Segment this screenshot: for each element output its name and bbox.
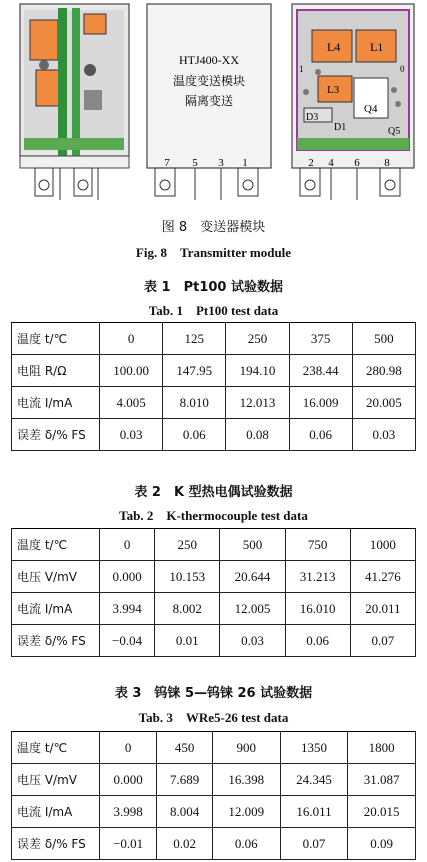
table3-caption-en: Tab. 3 WRe5-26 test data [138, 710, 289, 725]
board-label-l3: L3 [327, 84, 340, 96]
table-cell: 24.345 [280, 764, 348, 796]
table-cell: 12.005 [220, 593, 285, 625]
table-row [12, 387, 416, 419]
table-cell: 1350 [280, 732, 348, 764]
row-header: 电阻 R/Ω [12, 355, 100, 387]
table-cell: 7.689 [157, 764, 213, 796]
table-cell: 8.010 [163, 387, 226, 419]
table-wre5-26 [11, 731, 416, 860]
board-label-d3: D3 [306, 112, 319, 123]
table-cell: 147.95 [163, 355, 226, 387]
table-row [12, 529, 416, 561]
row-header: 电压 V/mV [12, 764, 100, 796]
pin-label: 2 [308, 157, 314, 169]
pin-label: 3 [218, 157, 224, 169]
table-row [12, 561, 416, 593]
table-row [12, 796, 416, 828]
table-row [12, 593, 416, 625]
table-cell: 0 [100, 529, 155, 561]
table-cell: 10.153 [155, 561, 220, 593]
table-cell: 750 [285, 529, 350, 561]
board-label-q4: Q4 [364, 103, 378, 115]
board-label-1: 1 [299, 64, 304, 74]
table-cell: 0 [100, 732, 157, 764]
table-cell: 20.015 [348, 796, 416, 828]
table-row [12, 625, 416, 657]
table-cell: 31.213 [285, 561, 350, 593]
row-header: 电压 V/mV [12, 561, 100, 593]
table-cell: 31.087 [348, 764, 416, 796]
table-cell: 8.002 [155, 593, 220, 625]
table-cell: 0.08 [226, 419, 289, 451]
pin-label: 6 [354, 157, 360, 169]
table-cell: 0.02 [157, 828, 213, 860]
table-row [12, 764, 416, 796]
table-row [12, 828, 416, 860]
table-k-thermocouple [11, 528, 416, 657]
table-cell: 16.010 [285, 593, 350, 625]
table-cell: 0.03 [100, 419, 163, 451]
table-cell: 900 [212, 732, 280, 764]
row-header: 温度 t/℃ [12, 529, 100, 561]
pin-label: 1 [242, 157, 248, 169]
board-label-l4: L4 [327, 40, 341, 54]
table1-caption-cn: 表 1 Pt100 试验数据 [144, 280, 283, 295]
table-cell: 0.07 [280, 828, 348, 860]
table-cell: 20.005 [352, 387, 415, 419]
table-cell: 1800 [348, 732, 416, 764]
row-header: 误差 δ/% FS [12, 625, 100, 657]
table-cell: 12.009 [212, 796, 280, 828]
table-cell: 12.013 [226, 387, 289, 419]
table-cell: 0.07 [350, 625, 415, 657]
pin-label: 7 [164, 157, 170, 169]
row-header: 电流 I/mA [12, 593, 100, 625]
table2-caption-en: Tab. 2 K-thermocouple test data [119, 508, 308, 523]
row-header: 误差 δ/% FS [12, 828, 100, 860]
table-cell: 0.03 [220, 625, 285, 657]
board-label-d1: D1 [334, 122, 347, 133]
module-label-line1: HTJ400-XX [179, 53, 239, 67]
table-row [12, 323, 416, 355]
table-cell: 250 [226, 323, 289, 355]
table-cell: 0.03 [352, 419, 415, 451]
table-cell: 450 [157, 732, 213, 764]
table-cell: 375 [289, 323, 352, 355]
table-cell: 125 [163, 323, 226, 355]
table-row [12, 732, 416, 764]
table-cell: 0 [100, 323, 163, 355]
table2-caption-cn: 表 2 K 型热电偶试验数据 [134, 485, 293, 500]
module-side-view [20, 4, 129, 200]
table-cell: 20.644 [220, 561, 285, 593]
table-cell: 16.009 [289, 387, 352, 419]
table-cell: 194.10 [226, 355, 289, 387]
row-header: 温度 t/℃ [12, 323, 100, 355]
board-label-l1: L1 [370, 40, 384, 54]
table-cell: 0.06 [289, 419, 352, 451]
table-cell: 8.004 [157, 796, 213, 828]
table-cell: 0.09 [348, 828, 416, 860]
table-cell: 0.000 [100, 764, 157, 796]
table3-caption-cn: 表 3 钨铼 5—钨铼 26 试验数据 [114, 686, 313, 701]
figure-caption-cn: 图 8 变送器模块 [161, 220, 266, 235]
table-cell: 3.994 [100, 593, 155, 625]
module-board-view [292, 4, 414, 200]
table-cell: 0.06 [285, 625, 350, 657]
table-cell: 250 [155, 529, 220, 561]
table-cell: 16.398 [212, 764, 280, 796]
table-cell: 1000 [350, 529, 415, 561]
pin-label: 5 [192, 157, 198, 169]
board-label-q5: Q5 [388, 126, 401, 137]
table-cell: 100.00 [100, 355, 163, 387]
table-cell: 500 [352, 323, 415, 355]
table-row [12, 419, 416, 451]
table-cell: 4.005 [100, 387, 163, 419]
module-front-view [147, 4, 271, 200]
row-header: 电流 I/mA [12, 796, 100, 828]
table-cell: 280.98 [352, 355, 415, 387]
table-cell: −0.01 [100, 828, 157, 860]
table-cell: 500 [220, 529, 285, 561]
table-cell: 0.06 [163, 419, 226, 451]
table-row [12, 355, 416, 387]
table-cell: 3.998 [100, 796, 157, 828]
table-cell: 20.011 [350, 593, 415, 625]
module-label-line2: 温度变送模块 [172, 74, 246, 88]
board-label-0: 0 [400, 64, 405, 74]
figure-caption-en: Fig. 8 Transmitter module [135, 245, 292, 260]
table-cell: 0.01 [155, 625, 220, 657]
table-cell: −0.04 [100, 625, 155, 657]
table-cell: 0.06 [212, 828, 280, 860]
row-header: 电流 I/mA [12, 387, 100, 419]
table1-caption-en: Tab. 1 Pt100 test data [148, 303, 279, 318]
table-cell: 0.000 [100, 561, 155, 593]
pin-label: 8 [384, 157, 390, 169]
row-header: 误差 δ/% FS [12, 419, 100, 451]
table-cell: 16.011 [280, 796, 348, 828]
row-header: 温度 t/℃ [12, 732, 100, 764]
table-cell: 238.44 [289, 355, 352, 387]
table-cell: 41.276 [350, 561, 415, 593]
pin-label: 4 [328, 157, 334, 169]
table-pt100 [11, 322, 416, 451]
module-label-line3: 隔离变送 [184, 94, 234, 108]
transmitter-module-figure [0, 0, 427, 210]
